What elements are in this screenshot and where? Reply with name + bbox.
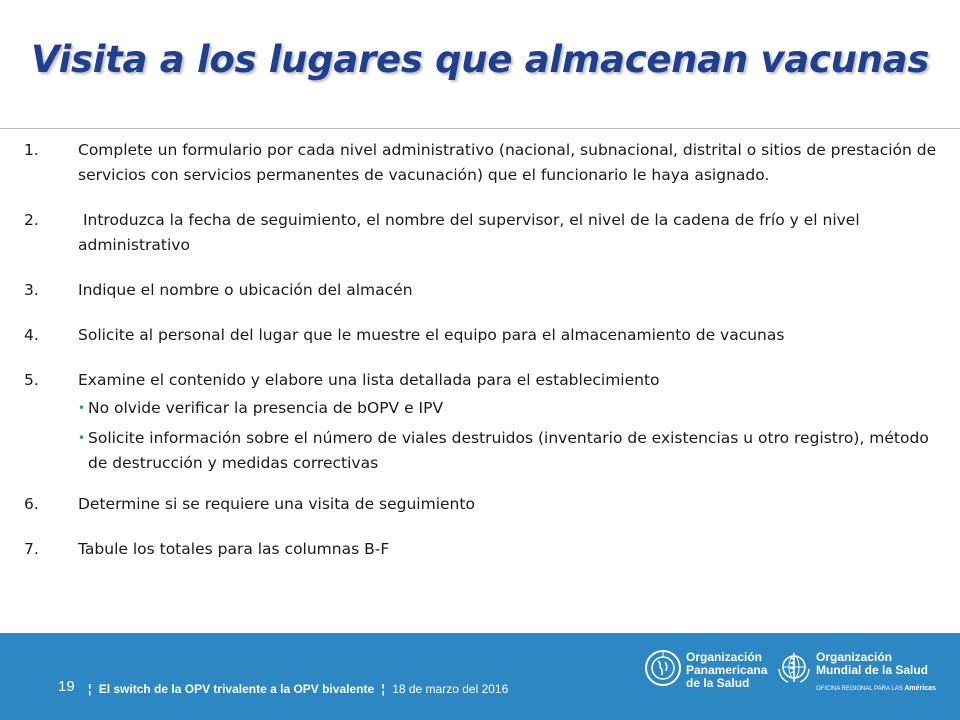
item-number: 6. xyxy=(24,495,39,513)
item-number: 2. xyxy=(24,211,39,229)
slide-content xyxy=(24,138,940,582)
list-item-2 xyxy=(24,208,940,258)
item-text: Indique el nombre o ubicación del almacén xyxy=(78,281,413,299)
item-number: 3. xyxy=(24,281,39,299)
separator-icon: ¦ xyxy=(381,682,385,696)
who-emblem-icon xyxy=(776,649,812,685)
presentation-date: 18 de marzo del 2016 xyxy=(392,682,509,696)
item-text: Complete un formulario por cada nivel administrativo (nacional, subnacional, distrital o sitios de prestación de servicios con servicios permanentes de vacunación) que el funcionario le haya asignado. xyxy=(78,141,937,184)
item-number: 7. xyxy=(24,540,39,558)
item-number: 5. xyxy=(24,371,39,389)
sub-item-text: Solicite información sobre el número de viales destruidos (inventario de existencias u otro registro), método de destrucción y medidas correctivas xyxy=(88,429,929,472)
item-text: Examine el contenido y elabore una lista detallada para el establecimiento xyxy=(78,371,660,389)
list-item-7 xyxy=(24,537,940,562)
sub-list xyxy=(78,396,940,476)
item-text: Solicite al personal del lugar que le muestre el equipo para el almacenamiento de vacunas xyxy=(78,326,785,344)
list-item-6 xyxy=(24,492,940,517)
who-office-label: OFICINA REGIONAL PARA LAS xyxy=(816,686,903,692)
item-number: 4. xyxy=(24,326,39,344)
presentation-title: El switch de la OPV trivalente a la OPV bivalente xyxy=(98,682,375,696)
bullet-icon: • xyxy=(78,431,86,445)
footer-bar xyxy=(0,633,960,720)
paho-name-line: Panamericana xyxy=(686,663,768,677)
list-item-5 xyxy=(24,368,940,393)
who-logo xyxy=(776,649,946,699)
paho-name xyxy=(686,651,767,690)
item-text: Determine si se requiere una visita de seguimiento xyxy=(78,495,475,513)
paho-name-line: Organización xyxy=(686,650,763,664)
sub-item-text: No olvide verificar la presencia de bOPV e IPV xyxy=(88,399,444,417)
who-name-line: Mundial de la Salud xyxy=(816,663,929,677)
bullet-icon: • xyxy=(78,401,86,415)
item-text: Introduzca la fecha de seguimiento, el nombre del supervisor, el nivel de la cadena de frío y el nivel administrativo xyxy=(78,211,865,254)
item-text: Tabule los totales para las columnas B-F xyxy=(78,540,390,558)
list-item-1 xyxy=(24,138,940,188)
sub-list-item xyxy=(78,426,940,476)
who-name-line: Organización xyxy=(816,650,893,664)
paho-name-line: de la Salud xyxy=(686,676,750,690)
sub-list-item xyxy=(78,396,940,421)
list-item-3 xyxy=(24,278,940,303)
paho-emblem-icon xyxy=(644,649,682,687)
page-number: 19 xyxy=(58,678,75,695)
who-name xyxy=(816,651,928,677)
item-number: 1. xyxy=(24,141,39,159)
footer-caption xyxy=(84,682,508,696)
separator-icon: ¦ xyxy=(88,682,92,696)
who-regional-office xyxy=(816,685,936,693)
list-item-4 xyxy=(24,323,940,348)
title-divider xyxy=(0,128,960,129)
paho-logo xyxy=(644,649,768,699)
who-region-label: Américas xyxy=(904,685,936,692)
slide-title: Visita a los lugares que almacenan vacunas xyxy=(30,38,930,81)
